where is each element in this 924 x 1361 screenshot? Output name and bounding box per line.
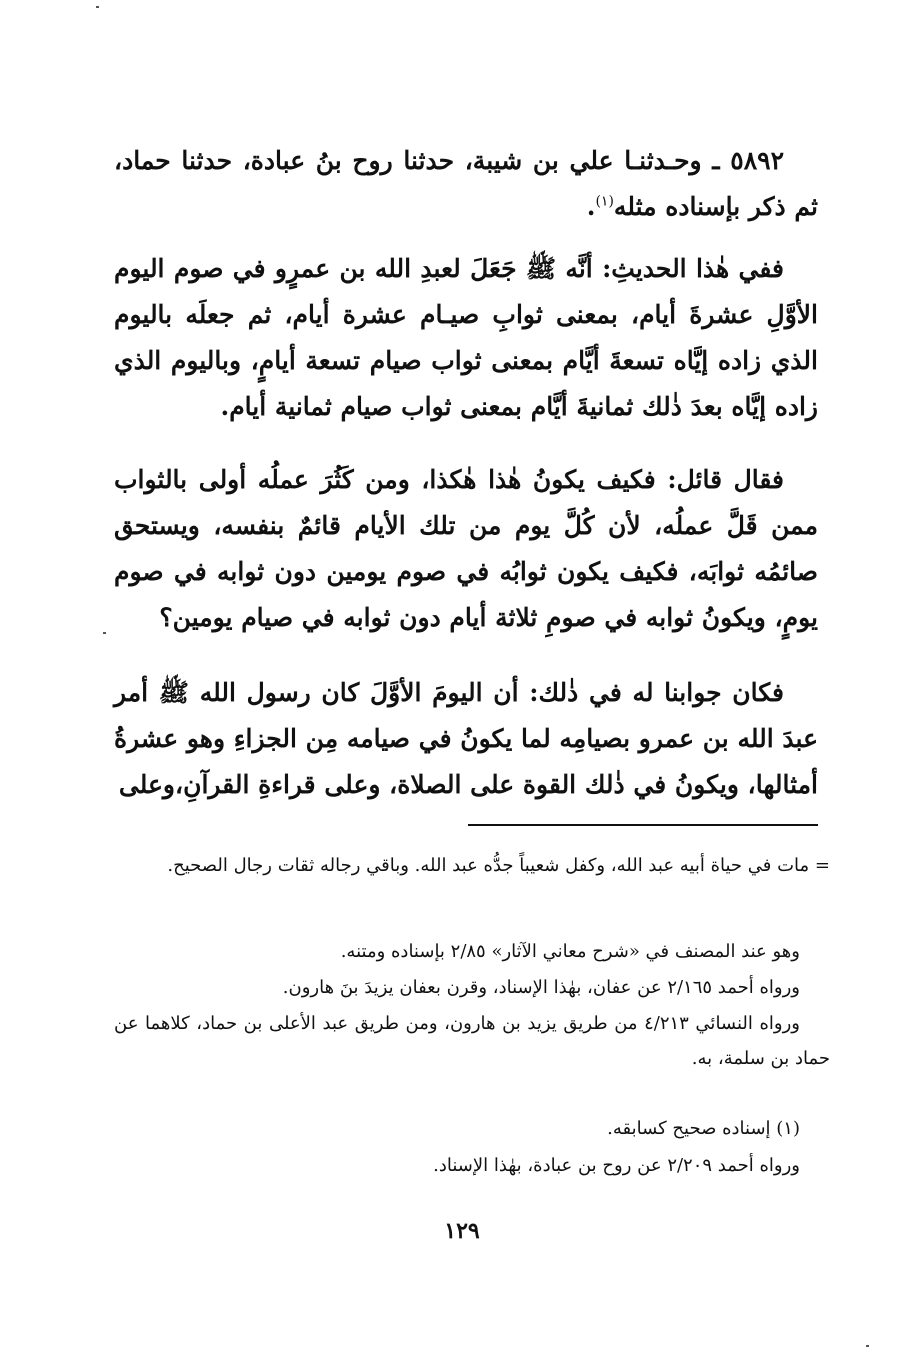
answer-paragraph	[114, 670, 818, 808]
footnote-text: ورواه أحمد ٢/٢٠٩ عن روح بن عبادة، بهٰذا الإسناد.	[433, 1155, 800, 1176]
paragraph-text: فقال قائل: فكيف يكونُ هٰذا هٰكذا، ومن كَثُرَ عملُه أولى بالثواب ممن قَلَّ عملُه، لأن كُلَّ يوم من تلك الأيام قائمٌ بنفسه، ويستحق صائمُه ثوابَه، فكيف يكون ثوابُه في صوم يومين دون ثوابه في صوم يومٍ، ويكونُ ثوابه في صومِ ثلاثة أيام دون ثوابه في صيام يومين؟	[114, 465, 818, 632]
footnote-line	[114, 1148, 830, 1183]
footnote-reference: (١)	[595, 193, 614, 210]
footnote-text: ورواه أحمد ٢/١٦٥ عن عفان، بهٰذا الإسناد، وقرن بعفان يزيدَ بنَ هارون.	[282, 977, 800, 998]
footnote-text: ورواه النسائي ٤/٢١٣ من طريق يزيد بن هارون، ومن طريق عبد الأعلى بن حماد، كلاهما عن حماد بن سلمة، به.	[114, 1013, 830, 1069]
footnote-line	[114, 934, 830, 969]
footnote-line	[114, 1006, 830, 1076]
question-paragraph	[114, 457, 818, 641]
scan-speck	[866, 1345, 869, 1347]
hadith-paragraph	[114, 138, 818, 230]
commentary-paragraph	[114, 246, 818, 430]
paragraph-text: ففي هٰذا الحديثِ: أنَّه ﷺ جَعَلَ لعبدِ الله بن عمرٍو في صوم اليوم الأوَّلِ عشرةَ أيام، بمعنى ثوابِ صيـام عشرة أيام، ثم جعلَه باليوم الذي زاده إيَّاه تسعةَ أيَّام بمعنى ثواب صيام تسعة أيامٍ، وباليوم الذي زاده إيَّاه بعدَ ذٰلك ثمانيةَ أيَّام بمعنى ثواب صيام ثمانية أيام.	[114, 254, 818, 421]
scan-speck	[103, 632, 106, 634]
page-number: ١٢٩	[444, 1218, 480, 1244]
footnote-continuation	[114, 848, 830, 883]
scan-speck	[96, 6, 99, 8]
footnote-text: وهو عند المصنف في «شرح معاني الآثار» ٢/٨٥ بإسناده ومتنه.	[340, 941, 800, 962]
footnote-line	[114, 970, 830, 1005]
paragraph-text: ٥٨٩٢ ـ وحـدثنـا علي بن شيبة، حدثنا روح بنُ عبادة، حدثنا حماد، ثم ذكر بإسناده مثله	[114, 146, 818, 221]
paragraph-text: فكان جوابنا له في ذٰلك: أن اليومَ الأوَّلَ كان رسول الله ﷺ أمر عبدَ الله بن عمرو بصيامِه لما يكونُ في صيامه مِن الجزاءِ وهو عشرةُ أمثالها، ويكونُ في ذٰلك القوة على الصلاة، وعلى قراءةِ القرآنِ،وعلى	[114, 678, 818, 799]
footnote-text: = مات في حياة أبيه عبد الله، وكفل شعيباً جدُّه عبد الله. وباقي رجاله ثقات رجال الصحيح.	[167, 855, 830, 876]
paragraph-end: .	[586, 192, 596, 221]
footnote-separator	[468, 824, 818, 826]
footnote-text: (١) إسناده صحيح كسابقه.	[607, 1118, 800, 1139]
footnote-1	[114, 1111, 830, 1146]
